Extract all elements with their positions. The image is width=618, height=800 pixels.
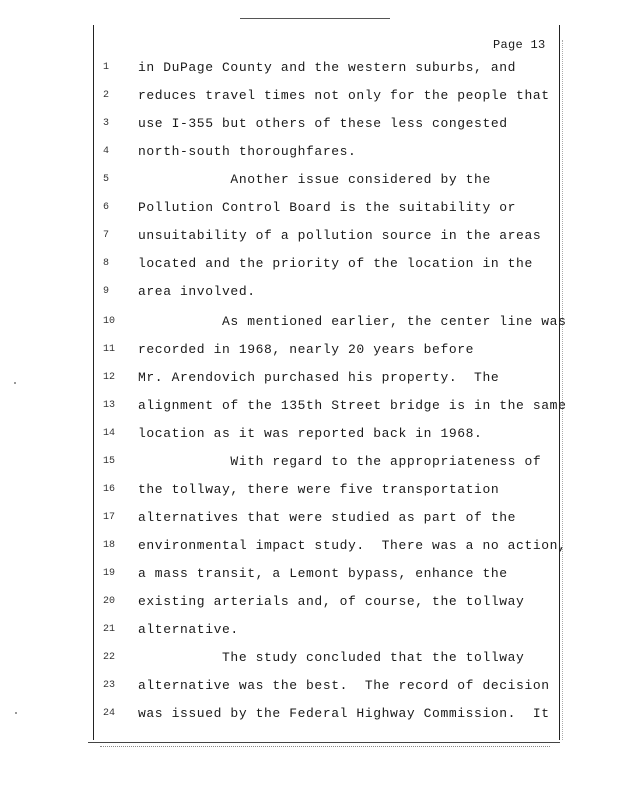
line-number: 15 (103, 456, 116, 467)
transcript-line: north-south thoroughfares. (138, 144, 357, 159)
line-number: 2 (103, 90, 110, 101)
line-number: 13 (103, 400, 116, 411)
transcript-line: Mr. Arendovich purchased his property. The (138, 370, 500, 385)
transcript-line: was issued by the Federal Highway Commission. It (138, 706, 550, 721)
transcript-line: As mentioned earlier, the center line was (138, 314, 567, 329)
transcript-line: The study concluded that the tollway (138, 650, 525, 665)
transcript-line: located and the priority of the location in the (138, 256, 533, 271)
line-number: 16 (103, 484, 116, 495)
transcript-line: alternative. (138, 622, 239, 637)
line-number: 5 (103, 174, 110, 185)
transcript-line: the tollway, there were five transportation (138, 482, 500, 497)
transcript-line: a mass transit, a Lemont bypass, enhance the (138, 566, 508, 581)
line-number: 18 (103, 540, 116, 551)
page-number: Page 13 (493, 38, 546, 52)
transcript-line: location as it was reported back in 1968. (138, 426, 483, 441)
line-number: 7 (103, 230, 110, 241)
line-number: 9 (103, 286, 110, 297)
line-number: 24 (103, 708, 116, 719)
right-margin-edge (562, 40, 563, 740)
line-number: 14 (103, 428, 116, 439)
line-number: 21 (103, 624, 116, 635)
transcript-line: reduces travel times not only for the people that (138, 88, 550, 103)
line-number: 19 (103, 568, 116, 579)
transcript-line: environmental impact study. There was a no action, (138, 538, 567, 553)
line-number: 20 (103, 596, 116, 607)
transcript-line: recorded in 1968, nearly 20 years before (138, 342, 475, 357)
transcript-line: alignment of the 135th Street bridge is in the same (138, 398, 567, 413)
transcript-line: use I-355 but others of these less congested (138, 116, 508, 131)
transcript-line: area involved. (138, 284, 256, 299)
transcript-line: alternatives that were studied as part of the (138, 510, 517, 525)
bottom-rule-dotted (100, 746, 550, 747)
line-number: 4 (103, 146, 110, 157)
line-number: 10 (103, 316, 116, 327)
transcript-line: alternative was the best. The record of decision (138, 678, 550, 693)
line-number: 8 (103, 258, 110, 269)
line-number: 11 (103, 344, 116, 355)
line-number: 12 (103, 372, 116, 383)
transcript-line: unsuitability of a pollution source in the areas (138, 228, 542, 243)
transcript-line: With regard to the appropriateness of (138, 454, 542, 469)
top-rule (240, 18, 390, 19)
scan-speck (15, 712, 17, 714)
bottom-rule (88, 742, 560, 743)
transcript-line: Another issue considered by the (138, 172, 491, 187)
line-number: 1 (103, 62, 110, 73)
line-number: 6 (103, 202, 110, 213)
scan-speck (14, 382, 16, 384)
transcript-line: Pollution Control Board is the suitability or (138, 200, 517, 215)
transcript-line: in DuPage County and the western suburbs, and (138, 60, 517, 75)
transcript-line: existing arterials and, of course, the tollway (138, 594, 525, 609)
line-number: 3 (103, 118, 110, 129)
line-number: 22 (103, 652, 116, 663)
line-number: 23 (103, 680, 116, 691)
line-number: 17 (103, 512, 116, 523)
